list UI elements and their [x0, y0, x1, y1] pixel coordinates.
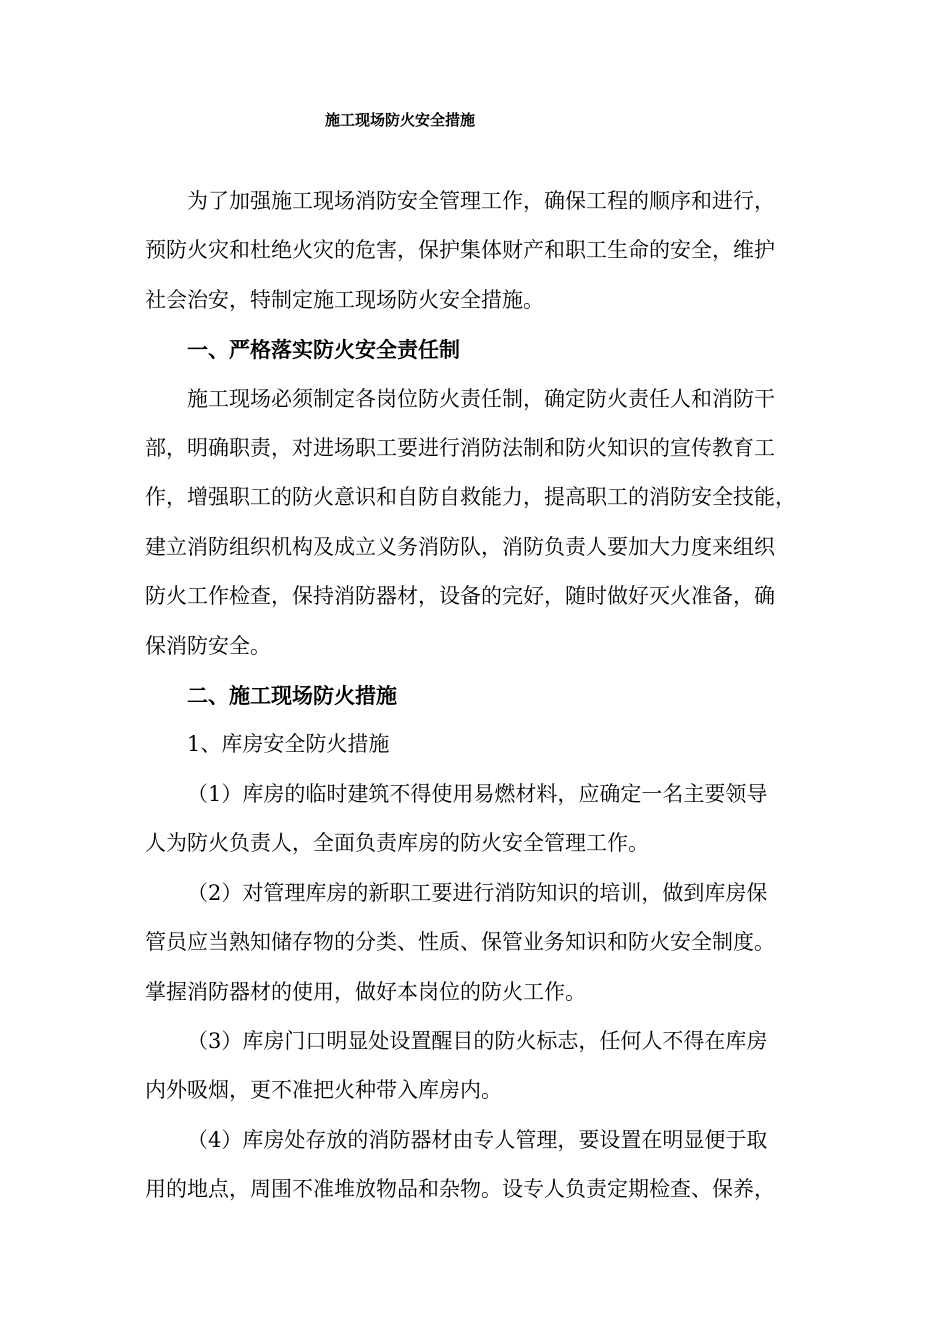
paragraph-line: 内外吸烟，更不准把火种带入库房内。	[145, 1078, 502, 1103]
paragraph-line: 保消防安全。	[145, 633, 271, 658]
paragraph-line: 为了加强施工现场消防安全管理工作，确保工程的顺序和进行，	[187, 189, 775, 213]
paragraph-line: 人为防火负责人，全面负责库房的防火安全管理工作。	[145, 831, 649, 856]
paragraph-line: （1）库房的临时建筑不得使用易燃材料，应确定一名主要领导	[187, 781, 768, 806]
paragraph-line: 用的地点，周围不准堆放物品和杂物。设专人负责定期检查、保养，	[145, 1177, 775, 1202]
paragraph-line: （3）库房门口明显处设置醒目的防火标志，任何人不得在库房	[187, 1028, 768, 1053]
list-item-1	[145, 770, 815, 869]
paragraph-line: 社会治安，特制定施工现场防火安全措施。	[145, 287, 544, 312]
section-heading-1: 一、严格落实防火安全责任制	[187, 337, 460, 363]
paragraph-line: 部，明确职责，对进场职工要进行消防法制和防火知识的宣传教育工	[145, 436, 775, 461]
paragraph-line: 建立消防组织机构及成立义务消防队，消防负责人要加大力度来组织	[145, 534, 775, 559]
document-body	[145, 177, 815, 1215]
paragraph-line: 作，增强职工的防火意识和自防自救能力，提高职工的消防安全技能，	[145, 485, 796, 510]
paragraph-line: 掌握消防器材的使用，做好本岗位的防火工作。	[145, 979, 586, 1004]
document-title: 施工现场防火安全措施	[324, 111, 475, 129]
paragraph-line: （4）库房处存放的消防器材由专人管理，要设置在明显便于取	[187, 1127, 768, 1152]
section-heading-2: 二、施工现场防火措施	[187, 683, 397, 709]
paragraph-line: （2）对管理库房的新职工要进行消防知识的培训，做到库房保	[187, 880, 768, 905]
list-item-3	[145, 1017, 815, 1116]
paragraph-line: 防火工作检查，保持消防器材，设备的完好，随时做好灭火准备，确	[145, 584, 775, 609]
list-item-4	[145, 1116, 815, 1215]
paragraph-line: 管员应当熟知储存物的分类、性质、保管业务知识和防火安全制度。	[145, 930, 775, 955]
list-item-2	[145, 869, 815, 1017]
subsection-heading-1: 1、库房安全防火措施	[187, 732, 390, 757]
paragraph-line: 预防火灾和杜绝火灾的危害，保护集体财产和职工生命的安全，维护	[145, 238, 775, 263]
paragraph-line: 施工现场必须制定各岗位防火责任制，确定防火责任人和消防干	[187, 386, 775, 411]
intro-paragraph	[145, 177, 815, 325]
section-1-paragraph	[145, 375, 815, 671]
